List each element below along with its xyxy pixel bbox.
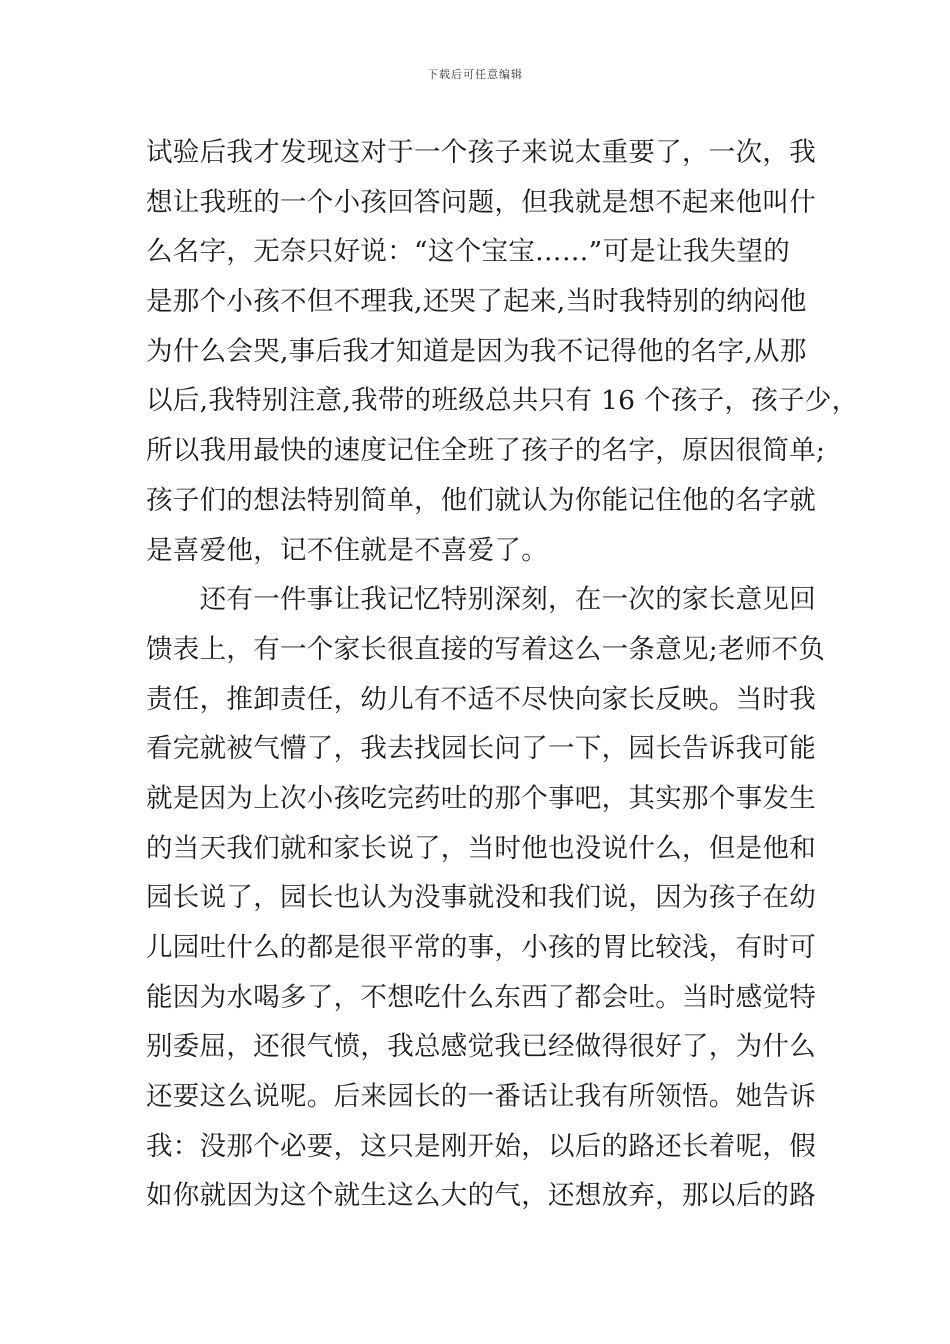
text-line: 为什么会哭,事后我才知道是因为我不记得他的名字,从那 — [146, 335, 807, 367]
text-line: 所以我用最快的速度记住全班了孩子的名字，原因很简单; — [146, 435, 826, 467]
text-line: 儿园吐什么的都是很平常的事，小孩的胃比较浅，有时可 — [146, 932, 816, 963]
text-line: 能因为水喝多了，不想吃什么东西了都会吐。当时感觉特 — [146, 981, 816, 1013]
text-line: 么名字，无奈只好说：“这个宝宝……”可是让我失望的 — [146, 236, 791, 268]
text-line: 馈表上，有一个家长很直接的写着这么一条意见;老师不负 — [146, 633, 826, 665]
text-line: 园长说了，园长也认为没事就没和我们说，因为孩子在幼 — [146, 882, 816, 914]
text-line: 的当天我们就和家长说了，当时他也没说什么，但是他和 — [146, 832, 816, 864]
page-header: 下载后可任意编辑 — [427, 68, 523, 81]
paragraph-start-line: 还有一件事让我记忆特别深刻，在一次的家长意见回 — [146, 584, 816, 616]
text-line: 是喜爱他，记不住就是不喜爱了。 — [146, 534, 548, 566]
body-text — [146, 128, 859, 1221]
text-line: 看完就被气懵了，我去找园长问了一下，园长告诉我可能 — [146, 733, 816, 765]
text-line: 如你就因为这个就生这么大的气，还想放弃，那以后的路 — [146, 1180, 816, 1212]
text-line: 孩子们的想法特别简单，他们就认为你能记住他的名字就 — [146, 484, 816, 516]
text-line: 是那个小孩不但不理我,还哭了起来,当时我特别的纳闷他 — [146, 286, 807, 318]
text-line: 别委屈，还很气愤，我总感觉我已经做得很好了，为什么 — [146, 1031, 816, 1063]
text-line: 以后,我特别注意,我带的班级总共只有 16 个孩子，孩子少， — [146, 385, 859, 417]
text-line: 就是因为上次小孩吃完药吐的那个事吧，其实那个事发生 — [146, 782, 816, 814]
text-line: 想让我班的一个小孩回答问题，但我就是想不起来他叫什 — [146, 186, 816, 218]
text-line: 责任，推卸责任，幼儿有不适不尽快向家长反映。当时我 — [146, 683, 816, 715]
text-line: 试验后我才发现这对于一个孩子来说太重要了，一次，我 — [146, 137, 816, 168]
text-line: 还要这么说呢。后来园长的一番话让我有所领悟。她告诉 — [146, 1081, 816, 1113]
text-line: 我：没那个必要，这只是刚开始，以后的路还长着呢，假 — [146, 1130, 816, 1162]
